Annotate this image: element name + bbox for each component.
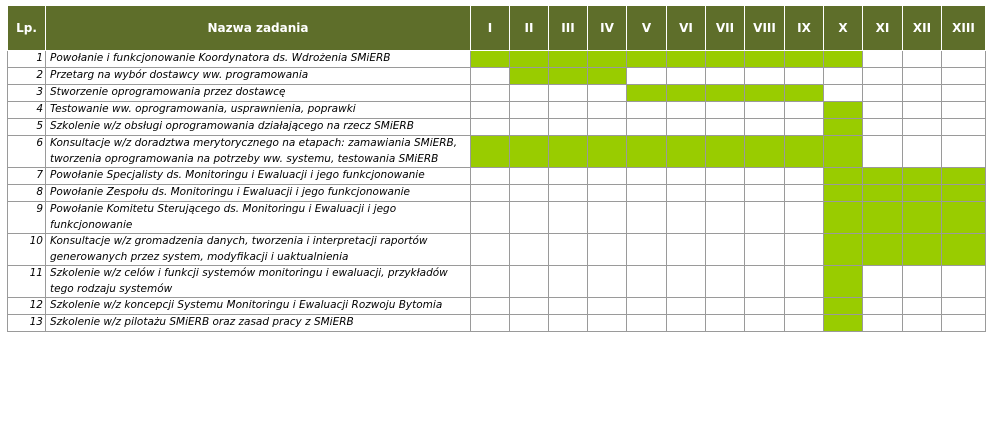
schedule-cell-active (903, 185, 942, 202)
schedule-cell (471, 315, 510, 332)
header-month: VIII (745, 6, 785, 51)
header-lp: Lp. (8, 6, 46, 51)
header-task-name: Nazwa zadania (46, 6, 471, 51)
schedule-cell (785, 266, 824, 298)
schedule-cell (667, 119, 706, 136)
schedule-cell-active (745, 85, 785, 102)
schedule-cell (706, 168, 745, 185)
schedule-cell (903, 298, 942, 315)
schedule-cell (627, 168, 667, 185)
task-name: Konsultacje w/z doradztwa merytorycznego na etapach: zamawiania SMiERB, tworzenia oprogramowania na potrzeby ww. systemu, testowania SMiERB (46, 136, 471, 168)
schedule-cell-active (824, 119, 863, 136)
schedule-cell (667, 68, 706, 85)
schedule-cell (627, 185, 667, 202)
schedule-cell (627, 119, 667, 136)
schedule-cell (549, 266, 588, 298)
schedule-cell (942, 266, 986, 298)
schedule-cell (471, 202, 510, 234)
schedule-cell-active (706, 51, 745, 68)
schedule-cell-active (824, 266, 863, 298)
schedule-cell (588, 168, 627, 185)
schedule-cell-active (471, 51, 510, 68)
schedule-cell (706, 202, 745, 234)
task-number: 12 (8, 298, 46, 315)
schedule-cell-active (471, 136, 510, 168)
schedule-cell (706, 298, 745, 315)
task-row (8, 315, 986, 332)
task-row (8, 68, 986, 85)
schedule-cell (549, 234, 588, 266)
task-name: Szkolenie w/z koncepcji Systemu Monitoringu i Ewaluacji Rozwoju Bytomia (46, 298, 471, 315)
header-month: XIII (942, 6, 986, 51)
schedule-cell-active (942, 202, 986, 234)
schedule-cell (785, 102, 824, 119)
schedule-cell (471, 234, 510, 266)
schedule-cell (549, 119, 588, 136)
schedule-cell (667, 234, 706, 266)
schedule-cell (745, 168, 785, 185)
schedule-cell (706, 234, 745, 266)
schedule-cell (903, 266, 942, 298)
schedule-cell-active (824, 168, 863, 185)
schedule-cell (863, 298, 903, 315)
header-month: XII (903, 6, 942, 51)
schedule-cell (942, 136, 986, 168)
task-name: Testowanie ww. oprogramowania, usprawnienia, poprawki (46, 102, 471, 119)
schedule-cell-active (824, 185, 863, 202)
schedule-cell (549, 102, 588, 119)
task-row (8, 119, 986, 136)
schedule-cell (588, 266, 627, 298)
schedule-cell (903, 136, 942, 168)
schedule-cell (510, 234, 549, 266)
schedule-cell-active (824, 51, 863, 68)
schedule-cell-active (824, 315, 863, 332)
schedule-cell (588, 102, 627, 119)
schedule-cell (627, 102, 667, 119)
schedule-cell (942, 298, 986, 315)
schedule-cell (863, 68, 903, 85)
schedule-cell (588, 85, 627, 102)
schedule-cell (627, 315, 667, 332)
header-month: X (824, 6, 863, 51)
task-row (8, 202, 986, 234)
schedule-cell (863, 266, 903, 298)
schedule-cell (824, 68, 863, 85)
schedule-cell (745, 68, 785, 85)
schedule-cell (588, 185, 627, 202)
task-number: 1 (8, 51, 46, 68)
schedule-cell-active (942, 168, 986, 185)
task-name: Szkolenie w/z pilotażu SMiERB oraz zasad pracy z SMiERB (46, 315, 471, 332)
schedule-cell (549, 185, 588, 202)
schedule-cell (863, 51, 903, 68)
schedule-cell-active (863, 185, 903, 202)
schedule-cell (863, 315, 903, 332)
task-number: 10 (8, 234, 46, 266)
schedule-cell (627, 266, 667, 298)
schedule-cell (706, 68, 745, 85)
schedule-cell (510, 85, 549, 102)
task-name: Stworzenie oprogramowania przez dostawcę (46, 85, 471, 102)
task-row (8, 102, 986, 119)
schedule-cell-active (824, 234, 863, 266)
schedule-cell-active (824, 136, 863, 168)
schedule-cell (785, 68, 824, 85)
schedule-cell (549, 168, 588, 185)
header-month: IX (785, 6, 824, 51)
task-name: Powołanie Komitetu Sterującego ds. Monitoringu i Ewaluacji i jego funkcjonowanie (46, 202, 471, 234)
task-row (8, 51, 986, 68)
schedule-cell-active (785, 51, 824, 68)
schedule-cell (785, 234, 824, 266)
task-name: Powołanie i funkcjonowanie Koordynatora ds. Wdrożenia SMiERB (46, 51, 471, 68)
schedule-cell (785, 168, 824, 185)
schedule-cell (903, 51, 942, 68)
schedule-cell (471, 298, 510, 315)
schedule-cell (863, 136, 903, 168)
schedule-cell (942, 85, 986, 102)
header-month: XI (863, 6, 903, 51)
schedule-cell (863, 85, 903, 102)
schedule-cell-active (627, 51, 667, 68)
schedule-cell-active (549, 136, 588, 168)
header-month: I (471, 6, 510, 51)
schedule-cell-active (588, 68, 627, 85)
schedule-cell-active (667, 85, 706, 102)
task-row (8, 85, 986, 102)
schedule-cell (471, 266, 510, 298)
task-rows (8, 51, 986, 332)
task-number: 2 (8, 68, 46, 85)
schedule-cell (510, 168, 549, 185)
task-number: 6 (8, 136, 46, 168)
header-month: III (549, 6, 588, 51)
schedule-cell-active (627, 85, 667, 102)
schedule-cell (510, 298, 549, 315)
header-month: II (510, 6, 549, 51)
schedule-cell (588, 315, 627, 332)
schedule-cell-active (588, 136, 627, 168)
schedule-cell-active (824, 202, 863, 234)
schedule-cell (667, 298, 706, 315)
header-month: VI (667, 6, 706, 51)
schedule-cell-active (942, 185, 986, 202)
header-row (8, 6, 986, 51)
schedule-cell (588, 202, 627, 234)
schedule-cell-active (706, 85, 745, 102)
task-row (8, 185, 986, 202)
schedule-cell (785, 202, 824, 234)
task-name: Powołanie Zespołu ds. Monitoringu i Ewaluacji i jego funkcjonowanie (46, 185, 471, 202)
schedule-cell (745, 119, 785, 136)
schedule-cell (903, 102, 942, 119)
schedule-cell (549, 85, 588, 102)
schedule-cell (785, 315, 824, 332)
schedule-cell (510, 266, 549, 298)
schedule-cell (549, 202, 588, 234)
task-row (8, 298, 986, 315)
schedule-cell-active (942, 234, 986, 266)
schedule-cell (510, 102, 549, 119)
schedule-cell (942, 102, 986, 119)
schedule-cell (706, 185, 745, 202)
schedule-cell (745, 185, 785, 202)
schedule-cell (510, 315, 549, 332)
schedule-cell (667, 185, 706, 202)
schedule-cell (471, 168, 510, 185)
schedule-cell-active (745, 51, 785, 68)
schedule-cell (471, 185, 510, 202)
schedule-cell (942, 51, 986, 68)
schedule-cell (785, 119, 824, 136)
schedule-cell-active (863, 168, 903, 185)
schedule-cell (942, 119, 986, 136)
schedule-cell (510, 185, 549, 202)
schedule-cell-active (627, 136, 667, 168)
schedule-cell (549, 298, 588, 315)
schedule-cell (745, 298, 785, 315)
schedule-cell (824, 85, 863, 102)
task-number: 11 (8, 266, 46, 298)
task-number: 5 (8, 119, 46, 136)
schedule-cell-active (785, 85, 824, 102)
schedule-cell (942, 315, 986, 332)
task-name: Powołanie Specjalisty ds. Monitoringu i Ewaluacji i jego funkcjonowanie (46, 168, 471, 185)
schedule-cell (863, 102, 903, 119)
schedule-cell (588, 298, 627, 315)
schedule-cell-active (785, 136, 824, 168)
schedule-cell-active (903, 202, 942, 234)
schedule-cell (903, 315, 942, 332)
task-number: 13 (8, 315, 46, 332)
schedule-cell-active (903, 234, 942, 266)
task-number: 4 (8, 102, 46, 119)
schedule-cell (785, 185, 824, 202)
schedule-cell (627, 234, 667, 266)
task-name: Przetarg na wybór dostawcy ww. programowania (46, 68, 471, 85)
schedule-table (7, 5, 986, 332)
schedule-cell (863, 119, 903, 136)
schedule-cell-active (824, 102, 863, 119)
schedule-cell-active (510, 68, 549, 85)
task-row (8, 168, 986, 185)
schedule-cell (706, 102, 745, 119)
schedule-cell (667, 202, 706, 234)
schedule-cell (667, 102, 706, 119)
schedule-cell (942, 68, 986, 85)
schedule-cell (903, 119, 942, 136)
schedule-cell (667, 315, 706, 332)
schedule-cell-active (745, 136, 785, 168)
schedule-cell (627, 68, 667, 85)
schedule-cell-active (549, 68, 588, 85)
schedule-cell (588, 234, 627, 266)
schedule-cell (706, 315, 745, 332)
schedule-cell (510, 119, 549, 136)
header-month: V (627, 6, 667, 51)
header-month: VII (706, 6, 745, 51)
schedule-cell-active (824, 298, 863, 315)
schedule-cell (706, 266, 745, 298)
schedule-cell (903, 68, 942, 85)
schedule-cell (471, 68, 510, 85)
schedule-cell (627, 202, 667, 234)
schedule-cell-active (667, 51, 706, 68)
schedule-cell-active (903, 168, 942, 185)
task-name: Szkolenie w/z celów i funkcji systemów monitoringu i ewaluacji, przykładów tego rodzaju systemów (46, 266, 471, 298)
schedule-cell-active (863, 202, 903, 234)
task-number: 8 (8, 185, 46, 202)
schedule-cell (471, 119, 510, 136)
schedule-cell (745, 234, 785, 266)
schedule-cell-active (863, 234, 903, 266)
task-name: Konsultacje w/z gromadzenia danych, tworzenia i interpretacji raportów generowanych przez system, modyfikacji i uaktualnienia (46, 234, 471, 266)
header-month: IV (588, 6, 627, 51)
schedule-cell (785, 298, 824, 315)
task-row (8, 234, 986, 266)
schedule-cell (706, 119, 745, 136)
schedule-cell-active (667, 136, 706, 168)
schedule-cell (471, 102, 510, 119)
schedule-cell-active (549, 51, 588, 68)
task-name: Szkolenie w/z obsługi oprogramowania działającego na rzecz SMiERB (46, 119, 471, 136)
schedule-cell (627, 298, 667, 315)
schedule-cell (745, 315, 785, 332)
schedule-cell (745, 202, 785, 234)
task-number: 9 (8, 202, 46, 234)
task-number: 3 (8, 85, 46, 102)
schedule-cell-active (588, 51, 627, 68)
schedule-cell (510, 202, 549, 234)
task-number: 7 (8, 168, 46, 185)
schedule-cell (549, 315, 588, 332)
task-row (8, 136, 986, 168)
schedule-cell (471, 85, 510, 102)
schedule-cell (588, 119, 627, 136)
schedule-cell (667, 266, 706, 298)
schedule-cell (745, 102, 785, 119)
schedule-cell-active (510, 136, 549, 168)
schedule-cell (667, 168, 706, 185)
schedule-cell-active (510, 51, 549, 68)
schedule-cell-active (706, 136, 745, 168)
schedule-cell (903, 85, 942, 102)
schedule-cell (745, 266, 785, 298)
task-row (8, 266, 986, 298)
